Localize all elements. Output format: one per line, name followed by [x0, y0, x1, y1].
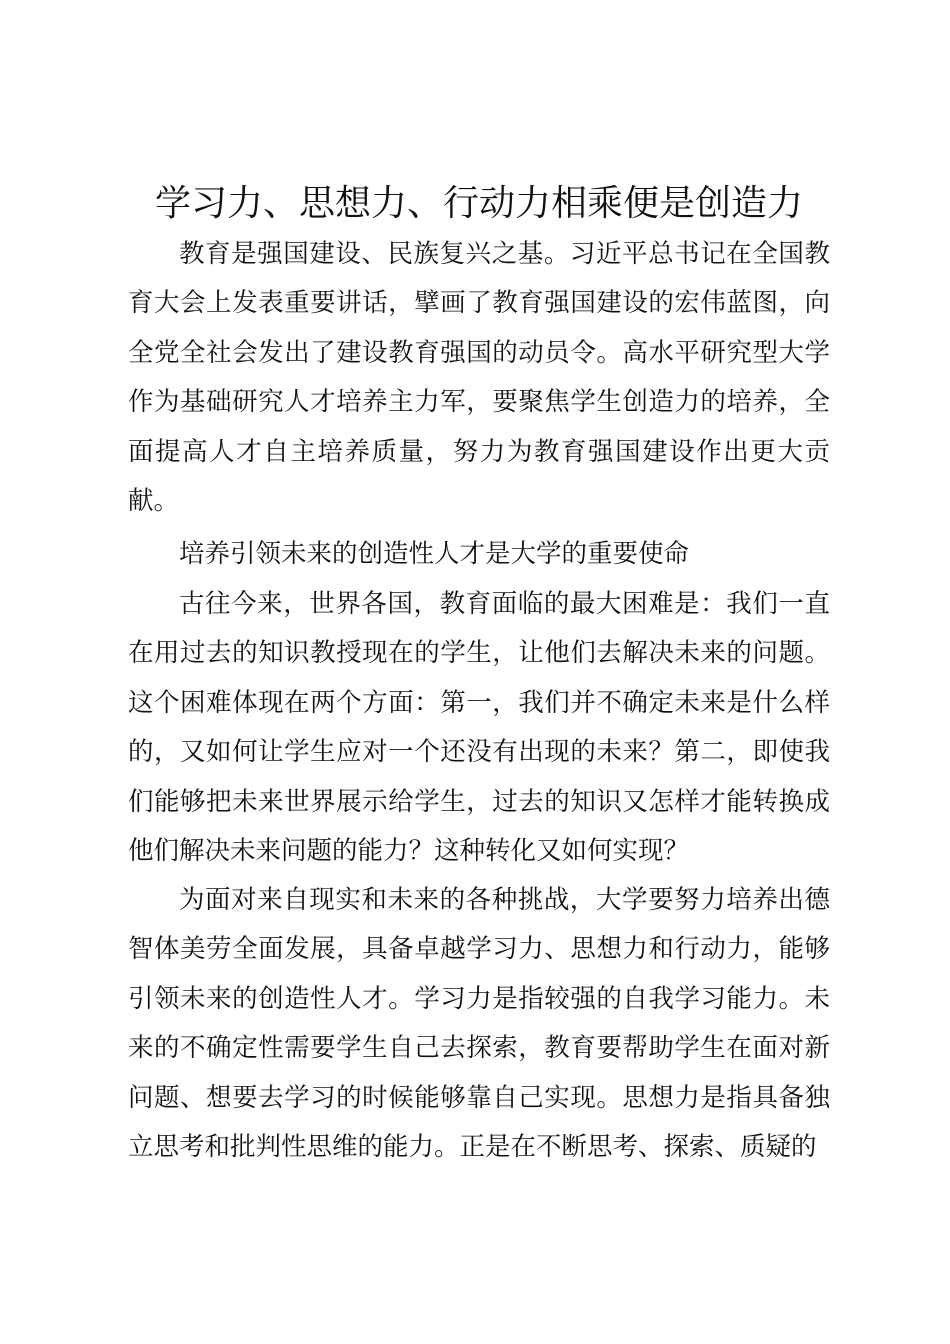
intro-paragraph: 教育是强国建设、民族复兴之基。习近平总书记在全国教育大会上发表重要讲话，擘画了教育强国建设的宏伟蓝图，向全党全社会发出了建设教育强国的动员令。高水平研究型大学作为基础研究人才培养主力军，要聚焦学生创造力的培养，全面提高人才自主培养质量，努力为教育强国建设作出更大贡献。 [128, 239, 830, 517]
section-heading: 培养引领未来的创造性人才是大学的重要使命 [179, 539, 690, 569]
challenge-paragraph: 古往今来，世界各国，教育面临的最大困难是：我们一直在用过去的知识教授现在的学生，让他们去解决未来的问题。这个困难体现在两个方面：第一，我们并不确定未来是什么样的，又如何让学生应对一个还没有出现的未来？第二，即使我们能够把未来世界展示给学生，过去的知识又怎样才能转换成他们解决未来问题的能力？这种转化又如何实现？ [128, 589, 830, 867]
response-paragraph: 为面对来自现实和未来的各种挑战，大学要努力培养出德智体美劳全面发展，具备卓越学习力、思想力和行动力，能够引领未来的创造性人才。学习力是指较强的自我学习能力。未来的不确定性需要学生自己去探索，教育要帮助学生在面对新问题、想要去学习的时候能够靠自己实现。思想力是指具备独立思考和批判性思维的能力。正是在不断思考、探索、质疑的 [128, 885, 830, 1163]
document-title: 学习力、思想力、行动力相乘便是创造力 [154, 183, 803, 224]
